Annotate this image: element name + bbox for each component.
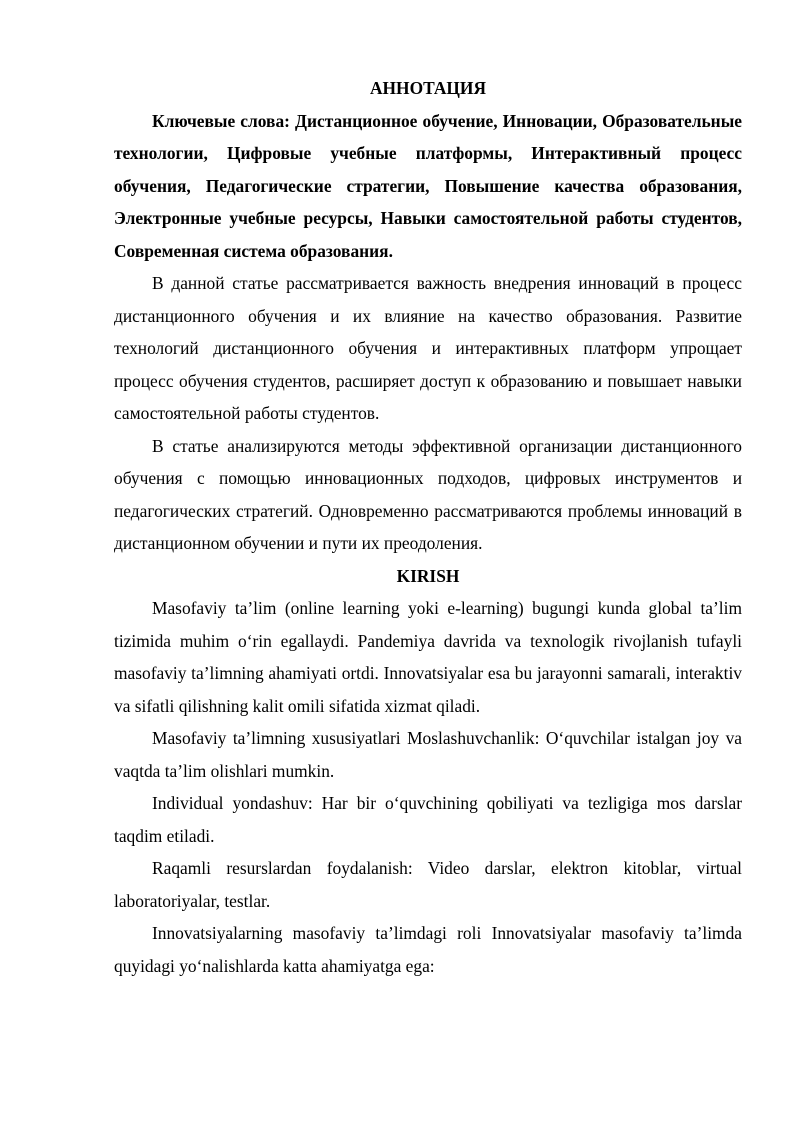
intro-paragraph-1: Masofaviy ta’lim (online learning yoki e-learning) bugungi kunda global ta’lim tizimida muhim o‘rin egallaydi. Pandemiya davrida va texnologik rivojlanish tufayli masofaviy ta’limning ahamiyati ortdi. Innovatsiyalar esa bu jarayonni samarali, interaktiv va sifatli qilishning kalit omili sifatida xizmat qiladi. [114, 598, 742, 716]
intro-heading: KIRISH [396, 565, 460, 586]
document-page [114, 72, 742, 982]
intro-paragraph-2: Masofaviy ta’limning xususiyatlari Moslashuvchanlik: O‘quvchilar istalgan joy va vaqtda ta’lim olishlari mumkin. [114, 728, 742, 781]
intro-paragraph-4: Raqamli resurslardan foydalanish: Video darslar, elektron kitoblar, virtual laboratoriyalar, testlar. [114, 858, 742, 911]
intro-paragraph-5: Innovatsiyalarning masofaviy ta’limdagi roli Innovatsiyalar masofaviy ta’limda quyidagi yo‘nalishlarda katta ahamiyatga ega: [114, 923, 742, 976]
annotation-paragraph-1: В данной статье рассматривается важность внедрения инноваций в процесс дистанционного обучения и их влияние на качество образования. Развитие технологий дистанционного обучения и интерактивных платформ упрощает процесс обучения студентов, расширяет доступ к образованию и повышает навыки самостоятельной работы студентов. [114, 273, 742, 423]
annotation-heading: АННОТАЦИЯ [369, 78, 487, 98]
keywords-paragraph: Ключевые слова: Дистанционное обучение, Инновации, Образовательные технологии, Цифровые учебные платформы, Интерактивный процесс обучения, Педагогические стратегии, Повышение качества образования, Электронные учебные ресурсы, Навыки самостоятельной работы студентов, Современная система образования. [114, 110, 742, 261]
annotation-paragraph-2: В статье анализируются методы эффективной организации дистанционного обучения с помощью инновационных подходов, цифровых инструментов и педагогических стратегий. Одновременно рассматриваются проблемы инноваций в дистанционном обучении и пути их преодоления. [114, 435, 742, 553]
intro-paragraph-3: Individual yondashuv: Har bir o‘quvchining qobiliyati va tezligiga mos darslar taqdim etiladi. [114, 793, 742, 846]
